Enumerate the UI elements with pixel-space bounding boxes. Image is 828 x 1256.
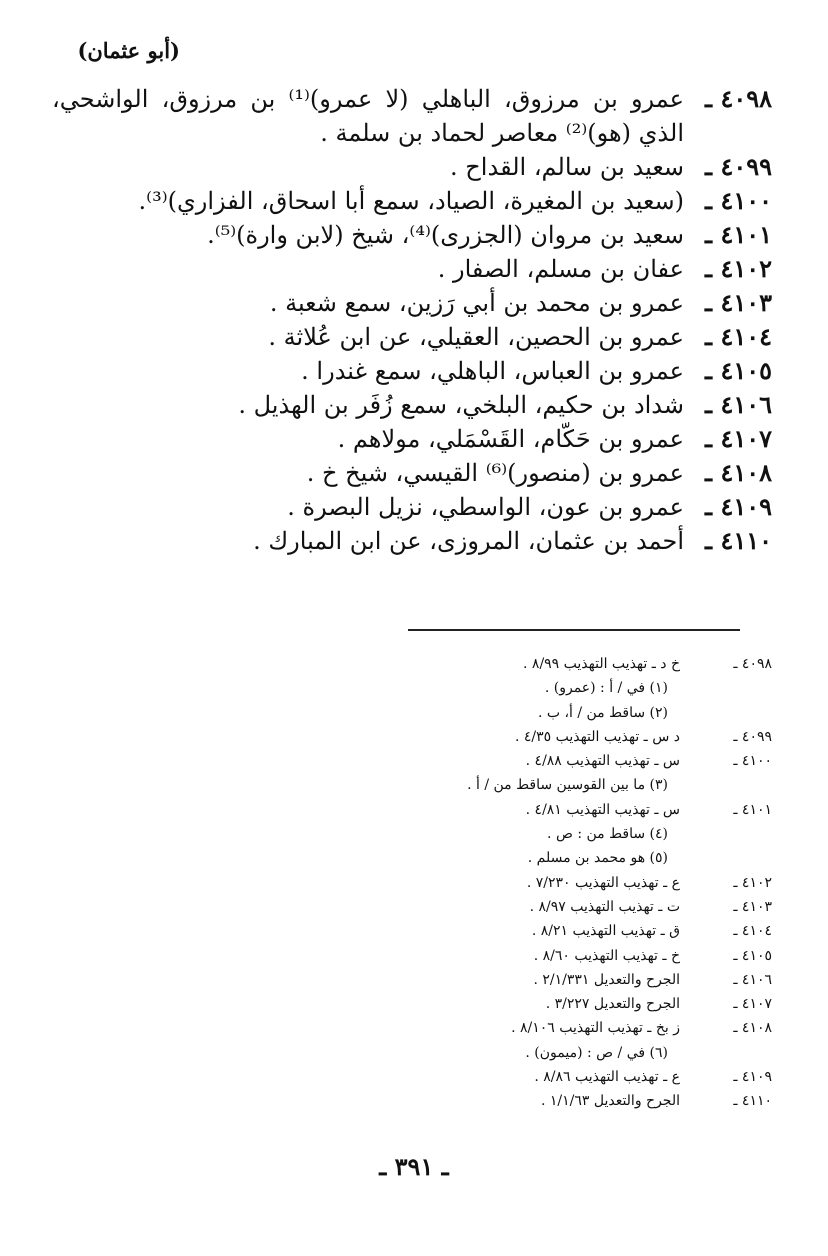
- entry-number: ٤١٠٩ ـ: [705, 492, 772, 521]
- entries-list: [52, 82, 772, 558]
- footnote-text: س ـ تهذيب التهذيب ٤/٨١ .: [525, 801, 680, 818]
- entry: [52, 184, 772, 218]
- footnote-text: (١) في / أ : (عمرو) .: [544, 680, 668, 697]
- entry: [52, 354, 772, 388]
- entry-number: ٤١٠٤ ـ: [705, 322, 772, 351]
- entry-text: (سعيد بن المغيرة، الصياد، سمع أبا اسحاق، الفزاري)⁽³⁾.: [138, 187, 684, 215]
- footnote: [392, 701, 772, 725]
- entry-text: سعيد بن مروان (الجزرى)⁽⁴⁾، شيخ (لابن وارة)⁽⁵⁾.: [207, 221, 684, 249]
- entry-number: ٤١٠٣ ـ: [705, 288, 772, 317]
- footnote-number: ٤١٠٩ ـ: [733, 1069, 772, 1086]
- footnote-text: خ د ـ تهذيب التهذيب ٨/٩٩ .: [523, 656, 680, 672]
- entry-text: أحمد بن عثمان، المروزى، عن ابن المبارك .: [253, 527, 684, 555]
- entry: [52, 150, 772, 184]
- entry: [52, 320, 772, 354]
- entry-number: ٤٠٩٩ ـ: [705, 152, 772, 181]
- footnote-text: الجرح والتعديل ٢/١/٣٣١ .: [533, 971, 680, 988]
- entry-number: ٤١٠١ ـ: [705, 220, 772, 249]
- entry: [52, 524, 772, 558]
- footnote-text: ع ـ تهذيب التهذيب ٨/٨٦ .: [534, 1069, 680, 1086]
- footnote-number: ٤١١٠ ـ: [733, 1093, 772, 1110]
- footnote: [392, 968, 772, 992]
- footnote: [392, 944, 772, 968]
- footnote-number: ٤١٠٣ ـ: [733, 898, 772, 915]
- footnote: [392, 749, 772, 773]
- footnote: [392, 1041, 772, 1065]
- entry: [52, 388, 772, 422]
- entry-number: ٤١٠٠ ـ: [705, 186, 772, 215]
- footnote-text: (٢) ساقط من / أ، ب .: [537, 704, 668, 721]
- footnotes-list: [392, 652, 772, 1114]
- entry-text: عمرو بن عون، الواسطي، نزيل البصرة .: [287, 493, 684, 521]
- footnote: [392, 773, 772, 797]
- footnote-number: ٤١٠٧ ـ: [733, 996, 772, 1013]
- entry-text: عمرو بن الحصين، العقيلي، عن ابن عُلاثة .: [268, 323, 684, 351]
- footnote: [392, 822, 772, 846]
- entry-text: عمرو بن مرزوق، الباهلي (لا عمرو)⁽¹⁾ بن مرزوق، الواشحي، الذي (هو)⁽²⁾ معاصر لحماد بن سلمة .: [52, 85, 684, 147]
- footnote: [392, 846, 772, 870]
- footnote: [392, 1089, 772, 1113]
- entry-text: عمرو بن حَكّام، القَسْمَلي، مولاهم .: [337, 425, 684, 453]
- entry-number: ٤١٠٦ ـ: [705, 390, 772, 419]
- entry-text: عفان بن مسلم، الصفار .: [437, 255, 684, 283]
- entry-number: ٤١١٠ ـ: [705, 526, 772, 555]
- entry-number: ٤١٠٧ ـ: [705, 424, 772, 453]
- footnote-number: ٤٠٩٨ ـ: [733, 656, 772, 672]
- footnote-number: ٤١٠٢ ـ: [733, 874, 772, 891]
- entry: [52, 456, 772, 490]
- footnote: [392, 1065, 772, 1089]
- footnote-text: (٦) في / ص : (ميمون) .: [525, 1044, 668, 1061]
- footnote: [392, 798, 772, 822]
- entry-number: ٤١٠٨ ـ: [705, 458, 772, 487]
- footnote-rule: [408, 629, 740, 631]
- footnote: [392, 676, 772, 700]
- entry: [52, 252, 772, 286]
- footnote-text: (٥) هو محمد بن مسلم .: [527, 850, 668, 867]
- entry-text: سعيد بن سالم، القداح .: [450, 153, 684, 181]
- entry-number: ٤١٠٥ ـ: [705, 356, 772, 385]
- footnote-text: ع ـ تهذيب التهذيب ٧/٢٣٠ .: [526, 874, 680, 891]
- footnote-number: ٤١٠٨ ـ: [733, 1020, 772, 1037]
- entry-text: عمرو بن محمد بن أبي رَزين، سمع شعبة .: [269, 289, 684, 317]
- footnote-text: خ ـ تهذيب التهذيب ٨/٦٠ .: [533, 947, 680, 964]
- footnote-text: (٣) ما بين القوسين ساقط من / أ .: [467, 777, 668, 794]
- footnote-number: ٤١٠١ ـ: [733, 801, 772, 818]
- entry-text: شداد بن حكيم، البلخي، سمع زُفَر بن الهذيل .: [238, 391, 684, 419]
- footnote-text: الجرح والتعديل ٣/٢٢٧ .: [545, 996, 680, 1013]
- entry: [52, 286, 772, 320]
- footnote: [392, 871, 772, 895]
- footnote-number: ٤١٠٠ ـ: [733, 753, 772, 770]
- footnote-text: س ـ تهذيب التهذيب ٤/٨٨ .: [525, 753, 680, 770]
- footnote: [392, 919, 772, 943]
- entry: [52, 422, 772, 456]
- running-header: (أبو عثمان): [77, 38, 180, 63]
- entry: [52, 82, 772, 150]
- entry-number: ٤١٠٢ ـ: [705, 254, 772, 283]
- footnote-number: ٤٠٩٩ ـ: [733, 728, 772, 745]
- footnote-number: ٤١٠٥ ـ: [733, 947, 772, 964]
- footnote: [392, 1016, 772, 1040]
- footnote-text: ز بخ ـ تهذيب التهذيب ٨/١٠٦ .: [511, 1020, 680, 1037]
- footnote-text: د س ـ تهذيب التهذيب ٤/٣٥ .: [514, 728, 680, 745]
- entry: [52, 218, 772, 252]
- footnote-number: ٤١٠٦ ـ: [733, 971, 772, 988]
- entry: [52, 490, 772, 524]
- footnote: [392, 725, 772, 749]
- entry-text: عمرو بن (منصور)⁽⁶⁾ القيسي، شيخ خ .: [306, 459, 684, 487]
- page-number: ـ ٣٩١ ـ: [379, 1152, 449, 1181]
- entry-number: ٤٠٩٨ ـ: [705, 84, 772, 113]
- footnote: [392, 895, 772, 919]
- footnote: [392, 652, 772, 676]
- footnote-text: ت ـ تهذيب التهذيب ٨/٩٧ .: [529, 898, 680, 915]
- footnote-text: (٤) ساقط من : ص .: [547, 826, 668, 843]
- footnote: [392, 992, 772, 1016]
- entry-text: عمرو بن العباس، الباهلي، سمع غندرا .: [301, 357, 684, 385]
- footnote-number: ٤١٠٤ ـ: [733, 923, 772, 940]
- footnote-text: الجرح والتعديل ١/١/٦٣ .: [540, 1093, 680, 1110]
- footnote-text: ق ـ تهذيب التهذيب ٨/٢١ .: [531, 923, 680, 940]
